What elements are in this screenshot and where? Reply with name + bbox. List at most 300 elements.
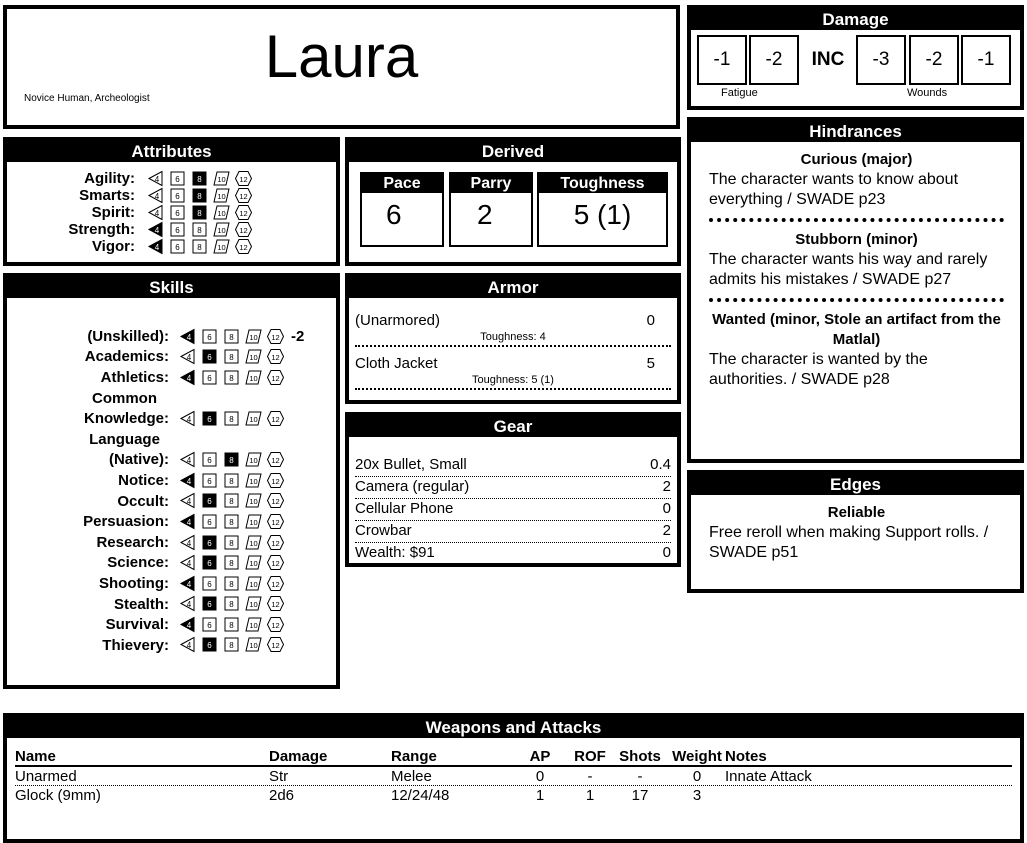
skill-row xyxy=(7,470,336,491)
gear-name: Crowbar xyxy=(355,522,412,539)
weapon-cell: 0 xyxy=(535,767,545,785)
d4-die-icon xyxy=(179,348,196,365)
wound-box: -3 xyxy=(856,35,906,85)
weapon-cell: 0 xyxy=(692,767,702,785)
svg-text:8: 8 xyxy=(197,191,202,201)
svg-text:8: 8 xyxy=(229,332,234,342)
d12-die-icon xyxy=(267,492,284,509)
skill-row-prefix xyxy=(7,429,336,450)
svg-text:10: 10 xyxy=(249,559,258,569)
svg-text:12: 12 xyxy=(271,497,280,507)
weapons-col-header: Name xyxy=(15,748,56,765)
d8-die-icon xyxy=(191,238,208,255)
d4-die-icon xyxy=(179,513,196,530)
skill-label: Persuasion: xyxy=(83,513,169,531)
d12-die-icon xyxy=(267,369,284,386)
d6-die-icon xyxy=(201,636,218,653)
attribute-label: Strength: xyxy=(68,221,135,238)
svg-text:10: 10 xyxy=(249,332,258,342)
svg-text:10: 10 xyxy=(249,414,258,424)
d4-die-icon xyxy=(179,636,196,653)
weapons-col-header: AP xyxy=(529,748,551,765)
gear-row xyxy=(355,499,671,521)
d8-die-icon xyxy=(223,369,240,386)
svg-text:4: 4 xyxy=(186,414,192,424)
svg-text:6: 6 xyxy=(207,332,212,342)
parry-box xyxy=(449,172,533,247)
gear-row xyxy=(355,455,671,477)
die-row xyxy=(147,221,257,239)
attribute-row xyxy=(7,238,336,255)
damage-track xyxy=(691,30,1020,106)
svg-text:10: 10 xyxy=(249,538,258,548)
svg-text:12: 12 xyxy=(271,538,280,548)
edge-item xyxy=(709,503,1004,563)
svg-text:12: 12 xyxy=(271,353,280,363)
attributes-panel xyxy=(3,137,340,266)
svg-text:8: 8 xyxy=(229,538,234,548)
svg-text:6: 6 xyxy=(207,579,212,589)
skill-row xyxy=(7,594,336,615)
d6-die-icon xyxy=(201,513,218,530)
d10-die-icon xyxy=(245,554,262,571)
svg-text:10: 10 xyxy=(217,208,226,218)
svg-text:10: 10 xyxy=(249,456,258,466)
d6-die-icon xyxy=(201,348,218,365)
gear-row xyxy=(355,521,671,543)
skills-header: Skills xyxy=(7,277,336,298)
svg-text:12: 12 xyxy=(271,600,280,610)
d6-die-icon xyxy=(201,472,218,489)
svg-text:12: 12 xyxy=(271,476,280,486)
d4-die-icon xyxy=(179,554,196,571)
weapons-header-row xyxy=(15,745,1012,767)
svg-text:4: 4 xyxy=(154,208,160,218)
d10-die-icon xyxy=(245,348,262,365)
derived-panel xyxy=(345,137,681,266)
svg-text:6: 6 xyxy=(207,497,212,507)
d12-die-icon xyxy=(267,636,284,653)
d8-die-icon xyxy=(191,170,208,187)
d10-die-icon xyxy=(245,328,262,345)
svg-text:6: 6 xyxy=(207,414,212,424)
d4-die-icon xyxy=(147,221,164,238)
die-row xyxy=(179,410,289,428)
hindrance-name: Wanted (minor, Stole an artifact from the Matlal) xyxy=(712,311,1001,348)
svg-text:12: 12 xyxy=(239,174,248,184)
d10-die-icon xyxy=(245,492,262,509)
skill-label: Academics: xyxy=(84,348,169,366)
armor-row xyxy=(355,355,671,373)
d8-die-icon xyxy=(223,451,240,468)
edge-desc: Free reroll when making Support rolls. / SWADE p51 xyxy=(709,524,989,561)
weapon-cell: Glock (9mm) xyxy=(15,787,101,804)
weapons-table xyxy=(7,738,1020,805)
fatigue-label: Fatigue xyxy=(721,87,758,99)
d10-die-icon xyxy=(213,204,230,221)
weapons-col-header: Weight xyxy=(672,748,722,765)
d8-die-icon xyxy=(223,616,240,633)
armor-value: 5 xyxy=(646,355,655,372)
skill-label: (Native): xyxy=(108,451,169,469)
svg-text:6: 6 xyxy=(207,456,212,466)
d12-die-icon xyxy=(235,170,252,187)
svg-text:10: 10 xyxy=(249,641,258,651)
die-row xyxy=(179,348,289,366)
weapon-row xyxy=(15,767,1012,786)
skill-row xyxy=(7,553,336,574)
d4-die-icon xyxy=(147,204,164,221)
pace-value: 6 xyxy=(386,199,402,230)
skills-list xyxy=(7,298,336,656)
damage-header: Damage xyxy=(691,9,1020,30)
die-row xyxy=(179,533,289,551)
skills-panel xyxy=(3,273,340,689)
svg-text:12: 12 xyxy=(271,373,280,383)
svg-text:6: 6 xyxy=(207,600,212,610)
armor-item xyxy=(355,355,671,390)
svg-text:10: 10 xyxy=(249,620,258,630)
wound-box: -2 xyxy=(909,35,959,85)
svg-text:10: 10 xyxy=(249,600,258,610)
hindrance-item xyxy=(709,310,1004,390)
d8-die-icon xyxy=(223,554,240,571)
d8-die-icon xyxy=(223,513,240,530)
svg-text:12: 12 xyxy=(271,414,280,424)
wound-box: -1 xyxy=(961,35,1011,85)
svg-text:6: 6 xyxy=(175,191,180,201)
d10-die-icon xyxy=(245,616,262,633)
svg-text:8: 8 xyxy=(229,456,234,466)
d8-die-icon xyxy=(223,534,240,551)
die-row xyxy=(147,204,257,222)
weapon-cell: Unarmed xyxy=(15,767,77,785)
wounds-label: Wounds xyxy=(907,87,948,99)
die-row xyxy=(179,636,289,654)
hindrance-name: Curious (major) xyxy=(800,151,913,168)
skill-label: Survival: xyxy=(105,616,169,634)
svg-text:8: 8 xyxy=(197,208,202,218)
weapon-cell: Melee xyxy=(391,767,432,785)
gear-list xyxy=(349,437,677,565)
d6-die-icon xyxy=(201,328,218,345)
svg-text:12: 12 xyxy=(271,517,280,527)
svg-text:6: 6 xyxy=(207,353,212,363)
svg-text:10: 10 xyxy=(249,497,258,507)
d10-die-icon xyxy=(245,595,262,612)
weapon-cell: 1 xyxy=(535,787,545,804)
incapacitated-label: INC xyxy=(811,49,845,70)
d10-die-icon xyxy=(245,575,262,592)
attribute-label: Spirit: xyxy=(91,204,135,221)
toughness-value: 5 (1) xyxy=(573,199,632,230)
svg-text:8: 8 xyxy=(229,559,234,569)
gear-name: Wealth: $91 xyxy=(355,544,435,561)
d12-die-icon xyxy=(267,513,284,530)
d12-die-icon xyxy=(267,410,284,427)
d12-die-icon xyxy=(267,328,284,345)
svg-text:6: 6 xyxy=(175,208,180,218)
svg-text:12: 12 xyxy=(271,641,280,651)
svg-text:12: 12 xyxy=(239,208,248,218)
svg-text:12: 12 xyxy=(239,191,248,201)
armor-list xyxy=(349,298,677,390)
d6-die-icon xyxy=(201,575,218,592)
skill-row xyxy=(7,367,336,388)
d12-die-icon xyxy=(267,472,284,489)
edges-list xyxy=(691,495,1020,563)
gear-name: Camera (regular) xyxy=(355,478,470,495)
attribute-row xyxy=(7,204,336,221)
svg-text:4: 4 xyxy=(186,476,192,486)
d8-die-icon xyxy=(191,204,208,221)
svg-text:10: 10 xyxy=(249,353,258,363)
svg-text:12: 12 xyxy=(271,332,280,342)
attribute-label: Agility: xyxy=(84,170,135,187)
svg-text:6: 6 xyxy=(207,641,212,651)
svg-text:8: 8 xyxy=(229,373,234,383)
svg-text:12: 12 xyxy=(271,620,280,630)
svg-text:6: 6 xyxy=(207,538,212,548)
weapon-cell: Str xyxy=(269,767,289,785)
svg-text:8: 8 xyxy=(229,620,234,630)
weapons-col-header: ROF xyxy=(574,748,606,765)
attributes-list xyxy=(7,162,336,255)
die-row xyxy=(179,616,289,634)
d8-die-icon xyxy=(191,187,208,204)
svg-text:12: 12 xyxy=(271,456,280,466)
d6-die-icon xyxy=(201,534,218,551)
skill-label: Shooting: xyxy=(99,574,169,592)
d12-die-icon xyxy=(235,187,252,204)
weapons-header: Weapons and Attacks xyxy=(7,717,1020,738)
d12-die-icon xyxy=(267,451,284,468)
svg-text:6: 6 xyxy=(175,225,180,235)
d6-die-icon xyxy=(201,492,218,509)
toughness-box xyxy=(537,172,668,247)
die-row xyxy=(179,595,289,613)
skill-row xyxy=(7,450,336,471)
gear-row xyxy=(355,477,671,499)
parry-value: 2 xyxy=(477,199,493,230)
die-row xyxy=(179,368,289,386)
parry-label: Parry xyxy=(451,174,531,193)
svg-text:8: 8 xyxy=(197,225,202,235)
d6-die-icon xyxy=(169,170,186,187)
skill-label: Thievery: xyxy=(102,636,169,654)
svg-text:10: 10 xyxy=(217,191,226,201)
svg-text:4: 4 xyxy=(186,332,192,342)
d4-die-icon xyxy=(179,451,196,468)
gear-weight: 2 xyxy=(662,478,671,495)
d4-die-icon xyxy=(179,328,196,345)
gear-panel xyxy=(345,412,681,567)
svg-text:4: 4 xyxy=(186,620,192,630)
d4-die-icon xyxy=(179,575,196,592)
d4-die-icon xyxy=(147,238,164,255)
attribute-row xyxy=(7,187,336,204)
weapon-cell: Innate Attack xyxy=(725,767,812,785)
svg-text:4: 4 xyxy=(186,353,192,363)
toughness-label: Toughness xyxy=(539,174,666,193)
d10-die-icon xyxy=(245,451,262,468)
d4-die-icon xyxy=(179,410,196,427)
weapon-cell: - xyxy=(637,767,643,785)
d8-die-icon xyxy=(223,328,240,345)
weapon-row xyxy=(15,786,1012,805)
hindrance-desc: The character is wanted by the authorities. / SWADE p28 xyxy=(709,351,928,388)
d6-die-icon xyxy=(169,187,186,204)
die-row xyxy=(179,554,289,572)
gear-name: Cellular Phone xyxy=(355,500,454,517)
svg-text:6: 6 xyxy=(207,620,212,630)
gear-weight: 2 xyxy=(662,522,671,539)
armor-name: Cloth Jacket xyxy=(355,355,438,372)
die-row xyxy=(179,327,289,345)
d12-die-icon xyxy=(235,204,252,221)
hindrances-list xyxy=(691,142,1020,390)
attribute-row xyxy=(7,221,336,238)
d10-die-icon xyxy=(213,170,230,187)
svg-text:8: 8 xyxy=(229,517,234,527)
d10-die-icon xyxy=(245,513,262,530)
d8-die-icon xyxy=(191,221,208,238)
hindrances-panel xyxy=(687,117,1024,463)
armor-toughness: Toughness: 4 xyxy=(480,331,546,343)
name-panel xyxy=(3,5,680,129)
pace-box xyxy=(360,172,444,247)
die-row xyxy=(179,492,289,510)
skill-row xyxy=(7,532,336,553)
svg-text:12: 12 xyxy=(239,242,248,252)
d10-die-icon xyxy=(245,636,262,653)
svg-text:4: 4 xyxy=(186,456,192,466)
skill-row xyxy=(7,326,336,347)
armor-row xyxy=(355,312,671,330)
svg-text:10: 10 xyxy=(217,225,226,235)
skill-label: Occult: xyxy=(117,492,169,510)
gear-weight: 0.4 xyxy=(650,456,671,473)
svg-text:4: 4 xyxy=(186,579,192,589)
svg-text:8: 8 xyxy=(229,579,234,589)
d8-die-icon xyxy=(223,348,240,365)
d12-die-icon xyxy=(267,575,284,592)
d12-die-icon xyxy=(235,221,252,238)
weapon-cell: 3 xyxy=(692,787,702,804)
svg-text:10: 10 xyxy=(217,242,226,252)
skill-row-prefix xyxy=(7,388,336,409)
weapon-cell: 17 xyxy=(631,787,649,804)
svg-text:4: 4 xyxy=(154,225,160,235)
d12-die-icon xyxy=(267,348,284,365)
hindrance-desc: The character wants to know about everything / SWADE p23 xyxy=(709,171,959,208)
d8-die-icon xyxy=(223,472,240,489)
svg-text:10: 10 xyxy=(249,517,258,527)
d12-die-icon xyxy=(267,534,284,551)
svg-text:10: 10 xyxy=(217,174,226,184)
d6-die-icon xyxy=(201,616,218,633)
weapons-col-header: Notes xyxy=(725,748,767,765)
d4-die-icon xyxy=(147,170,164,187)
skill-label: Stealth: xyxy=(113,595,169,613)
d6-die-icon xyxy=(201,451,218,468)
weapon-cell: 12/24/48 xyxy=(391,787,450,804)
armor-header: Armor xyxy=(349,277,677,298)
skill-row xyxy=(7,347,336,368)
character-name: Laura xyxy=(264,23,419,90)
d12-die-icon xyxy=(267,554,284,571)
die-row xyxy=(147,187,257,205)
pace-label: Pace xyxy=(362,174,442,193)
svg-text:12: 12 xyxy=(271,559,280,569)
armor-name: (Unarmored) xyxy=(355,312,441,329)
svg-text:4: 4 xyxy=(186,373,192,383)
skill-row xyxy=(7,511,336,532)
d10-die-icon xyxy=(245,369,262,386)
svg-text:6: 6 xyxy=(207,517,212,527)
svg-text:4: 4 xyxy=(186,517,192,527)
svg-text:10: 10 xyxy=(249,373,258,383)
armor-value: 0 xyxy=(646,312,655,329)
d4-die-icon xyxy=(179,369,196,386)
d4-die-icon xyxy=(179,616,196,633)
svg-text:8: 8 xyxy=(229,476,234,486)
svg-text:4: 4 xyxy=(154,191,160,201)
svg-text:6: 6 xyxy=(207,373,212,383)
svg-text:4: 4 xyxy=(186,497,192,507)
d6-die-icon xyxy=(169,238,186,255)
gear-header: Gear xyxy=(349,416,677,437)
armor-item xyxy=(355,312,671,347)
svg-text:6: 6 xyxy=(207,476,212,486)
svg-text:8: 8 xyxy=(229,600,234,610)
d8-die-icon xyxy=(223,410,240,427)
hindrance-item xyxy=(709,150,1004,222)
die-row xyxy=(179,451,289,469)
svg-text:8: 8 xyxy=(197,174,202,184)
weapons-col-header: Damage xyxy=(269,748,328,765)
svg-text:4: 4 xyxy=(186,600,192,610)
d6-die-icon xyxy=(201,410,218,427)
skill-row xyxy=(7,408,336,429)
svg-text:8: 8 xyxy=(229,641,234,651)
armor-toughness: Toughness: 5 (1) xyxy=(472,374,554,386)
svg-text:4: 4 xyxy=(186,641,192,651)
weapons-col-header: Range xyxy=(391,748,437,765)
hindrance-desc: The character wants his way and rarely admits his mistakes / SWADE p27 xyxy=(709,251,988,288)
weapon-cell: - xyxy=(587,767,593,785)
d10-die-icon xyxy=(245,472,262,489)
d4-die-icon xyxy=(179,472,196,489)
d4-die-icon xyxy=(179,492,196,509)
weapon-cell: 1 xyxy=(585,787,595,804)
svg-text:10: 10 xyxy=(249,476,258,486)
weapons-panel xyxy=(3,713,1024,843)
skill-label: Athletics: xyxy=(100,368,169,386)
d4-die-icon xyxy=(179,534,196,551)
skill-row xyxy=(7,573,336,594)
damage-panel xyxy=(687,5,1024,110)
d6-die-icon xyxy=(169,204,186,221)
svg-text:4: 4 xyxy=(186,559,192,569)
d10-die-icon xyxy=(213,238,230,255)
attributes-header: Attributes xyxy=(7,141,336,162)
d4-die-icon xyxy=(179,595,196,612)
d12-die-icon xyxy=(267,595,284,612)
svg-text:6: 6 xyxy=(207,559,212,569)
svg-text:8: 8 xyxy=(229,353,234,363)
d12-die-icon xyxy=(235,238,252,255)
